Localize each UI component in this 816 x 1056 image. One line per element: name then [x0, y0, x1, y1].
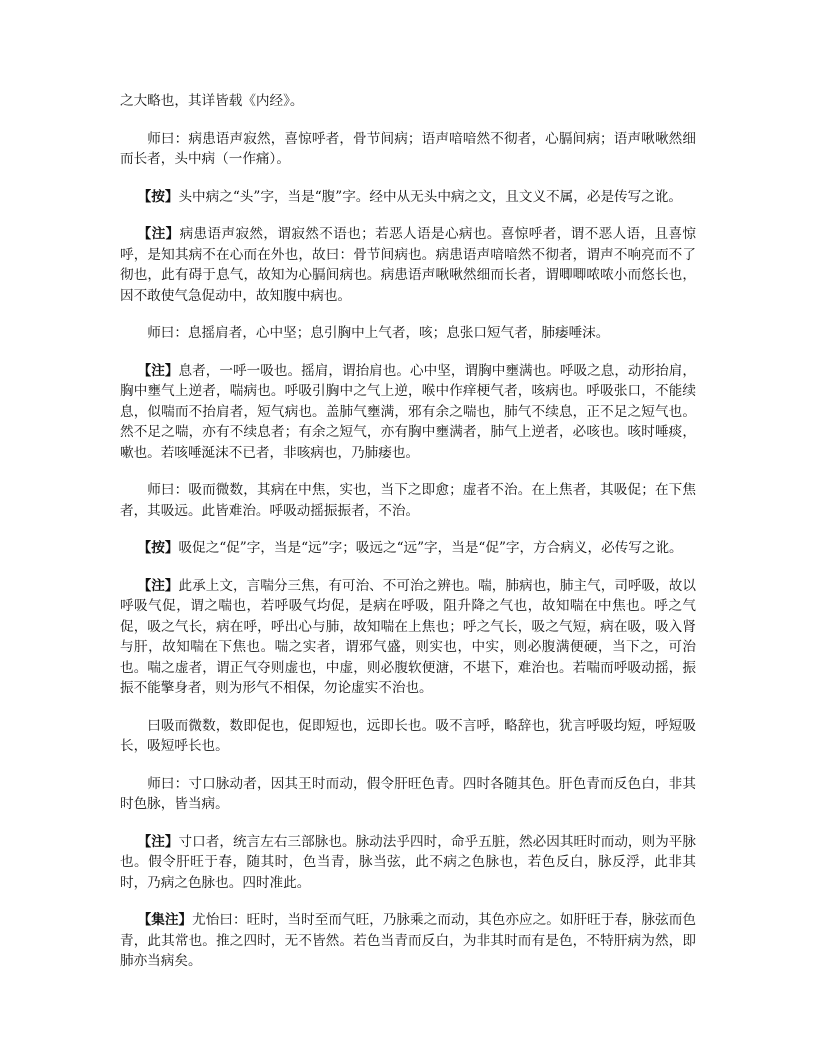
paragraph-3 — [120, 187, 696, 208]
paragraph-text: 之大略也，其详皆载《内经》。 — [120, 93, 304, 109]
paragraph-4 — [120, 224, 696, 306]
note-tag: 【注】 — [137, 833, 179, 850]
paragraph-8 — [120, 538, 696, 559]
paragraph-1 — [120, 91, 696, 112]
paragraph-text: 师曰：病患语声寂然，喜惊呼者，骨节间病；语声喑喑然不彻者，心膈间病；语声啾啾然细而长者，头中病（一作痛）。 — [120, 130, 696, 167]
paragraph-text: 尤怡曰：旺时，当时至而气旺，乃脉乘之而动，其色亦应之。如肝旺于春，脉弦而色青，此其常也。推之四时，无不皆然。若色当青而反白，为非其时而有是色，不特肝病为然，即肺亦当病矣。 — [120, 912, 697, 969]
paragraph-text: 师曰：息摇肩者，心中坚；息引胸中上气者，咳；息张口短气者，肺痿唾沫。 — [147, 325, 610, 341]
paragraph-7 — [120, 480, 696, 521]
paragraph-text: 息者，一呼一吸也。摇肩，谓抬肩也。心中坚，谓胸中壅满也。呼吸之息，动形抬肩，胸中壅气上逆者，喘病也。呼吸引胸中之气上逆，喉中作痒梗气者，咳病也。呼吸张口，不能续息，似喘而不抬肩者，短气病也。盖肺气壅满，邪有余之喘也，肺气不续息，正不足之短气也。然不足之喘，亦有不续息者；有余之短气，亦有胸中壅满者，肺气上逆者，必咳也。咳时唾痰，嗽也。若咳唾涎沫不已者，非咳病也，乃肺痿也。 — [120, 362, 697, 461]
paragraph-2 — [120, 129, 696, 170]
note-tag: 【按】 — [137, 188, 179, 205]
paragraph-6 — [120, 361, 696, 464]
paragraph-text: 师曰：吸而微数，其病在中焦，实也，当下之即愈；虚者不治。在上焦者，其吸促；在下焦者，其吸远。此皆难治。呼吸动摇振振者，不治。 — [120, 482, 696, 519]
document-page — [120, 91, 696, 989]
paragraph-text: 师曰：寸口脉动者，因其王时而动，假令肝旺色青。四时各随其色。肝色青而反色白，非其时色脉，皆当病。 — [120, 775, 696, 812]
paragraph-11 — [120, 774, 696, 815]
paragraph-13 — [120, 910, 696, 972]
paragraph-text: 寸口者，统言左右三部脉也。脉动法乎四时，命乎五脏，然必因其旺时而动，则为平脉也。假令肝旺于春，随其时，色当青，脉当弦，此不病之色脉也，若色反白，脉反浮，此非其时，乃病之色脉也。四时准此。 — [120, 833, 697, 891]
paragraph-10 — [120, 716, 696, 757]
note-tag: 【注】 — [137, 226, 180, 242]
paragraph-text: 此承上文，言喘分三焦，有可治、不可治之辨也。喘，肺病也，肺主气，司呼吸，故以呼吸气促，谓之喘也，若呼吸气均促，是病在呼吸，阻升降之气也，故知喘在中焦也。呼之气促，吸之气长，病在呼，呼出心与肺，故知喘在上焦也；呼之气长，吸之气短，病在吸，吸入肾与肝，故知喘在下焦也。喘之实者，谓邪气盛，则实也，中实，则必腹满便硬，当下之，可治也。喘之虚者，谓正气夺则虚也，中虚，则必腹软便溏，不堪下，难治也。若喘而呼吸动摇，振振不能擎身者，则为形气不相保，勿论虚实不治也。 — [120, 577, 697, 696]
paragraph-text: 头中病之“头”字，当是“腹”字。经中从无头中病之文，且文义不属，必是传写之讹。 — [178, 188, 683, 205]
paragraph-9 — [120, 576, 696, 699]
paragraph-text: 吸促之“促”字，当是“远”字；吸远之“远”字，当是“促”字，方合病义，必传写之讹。 — [178, 540, 683, 556]
note-tag: 【按】 — [137, 540, 179, 556]
paragraph-5 — [120, 323, 696, 344]
note-tag: 【注】 — [137, 577, 179, 594]
note-tag: 【集注】 — [137, 912, 193, 928]
paragraph-12 — [120, 832, 696, 894]
note-tag: 【注】 — [137, 362, 179, 379]
paragraph-text: 曰吸而微数，数即促也，促即短也，远即长也。吸不言呼，略辞也，犹言呼吸均短，呼短吸长，吸短呼长也。 — [120, 717, 696, 754]
paragraph-text: 病患语声寂然，谓寂然不语也；若恶人语是心病也。喜惊呼者，谓不恶人语，且喜惊呼，是知其病不在心而在外也，故曰：骨节间病也。病患语声喑喑然不彻者，谓声不响亮而不了彻也，此有碍于息气，故知为心膈间病也。病患语声啾啾然细而长者，谓唧唧哝哝小而悠长也，因不敢使气急促动中，故知腹中病也。 — [120, 226, 697, 304]
